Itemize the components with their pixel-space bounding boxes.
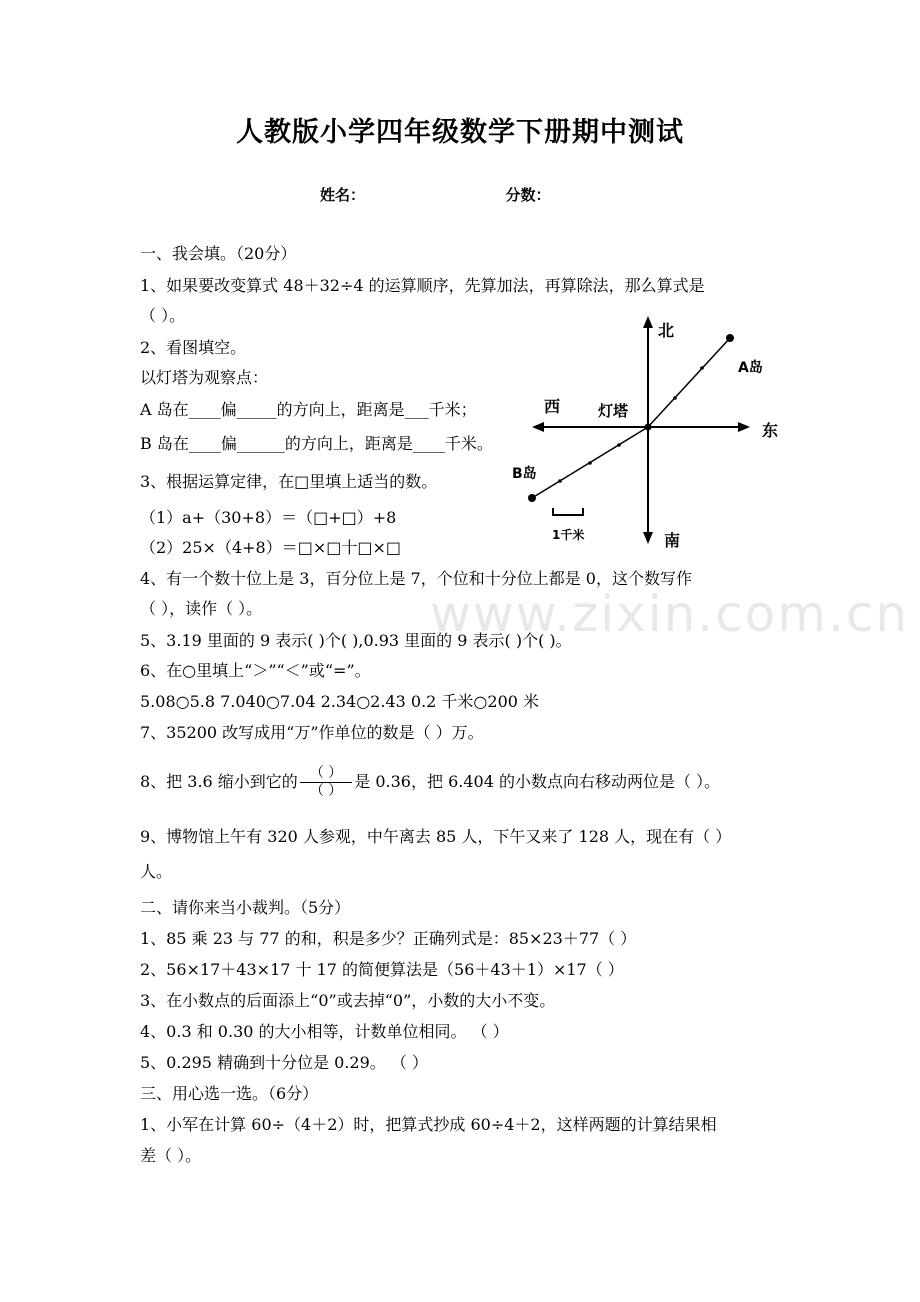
island-b-label: B岛: [512, 466, 537, 482]
section3-heading: 三、用心选一选。（6分）: [140, 1084, 319, 1103]
q8-fraction-denominator: （ ）: [309, 783, 343, 799]
south-label: 南: [664, 531, 681, 550]
north-arrow-icon: [643, 316, 653, 328]
tick-dot: [558, 479, 562, 483]
tick-dot: [617, 443, 621, 447]
q4-answer-blank: （ ），读作（ ）。: [140, 599, 263, 618]
island-b-dot: [528, 494, 536, 502]
q6-items: 5.08○5.8 7.040○7.04 2.34○2.43 0.2 千米○200 米: [140, 692, 540, 711]
tick-dot: [588, 461, 592, 465]
page-title: 人教版小学四年级数学下册期中测试: [236, 117, 684, 148]
island-a-label: A岛: [738, 360, 763, 376]
s3-q1: 1、小军在计算 60÷（4＋2）时，把算式抄成 60÷4＋2，这样两题的计算结果相: [140, 1115, 717, 1134]
q3-item-1: （1）a+（30+8）＝（□+□）+8: [140, 508, 397, 527]
q9-text-cont: 人。: [140, 862, 173, 881]
q8-suffix: 是 0.36，把 6.404 的小数点向右移动两位是（ ）。: [354, 772, 721, 791]
q3-text: 3、根据运算定律，在□里填上适当的数。: [140, 472, 438, 491]
watermark: www.zixin.com.cn: [430, 585, 910, 643]
west-label: 西: [544, 397, 561, 416]
q7-text: 7、35200 改写成用“万”作单位的数是（ ）万。: [140, 723, 484, 742]
scale-bar: [553, 508, 583, 515]
q2-island-a: A 岛在____偏_____的方向上，距离是___千米；: [140, 400, 477, 419]
scale-label: 1千米: [552, 528, 585, 542]
q8-line: [140, 760, 720, 804]
south-arrow-icon: [643, 532, 653, 544]
score-label: 分数：: [505, 186, 551, 204]
section2-heading: 二、请你来当小裁判。（5分）: [140, 898, 351, 917]
lighthouse-dot: [645, 424, 652, 431]
tick-dot: [673, 396, 677, 400]
s3-q1-cont: 差（ ）。: [140, 1146, 202, 1165]
q2-text: 2、看图填空。: [140, 338, 247, 357]
s2-q1: 1、85 乘 23 与 77 的和，积是多少？正确列式是：85×23＋77（ ）: [140, 929, 637, 948]
q8-prefix: 8、把 3.6 缩小到它的: [140, 772, 298, 791]
q1-text: 1、如果要改变算式 48＋32÷4 的运算顺序，先算加法，再算除法，那么算式是: [140, 276, 705, 295]
q6-text: 6、在○里填上“＞”“＜”或“=”。: [140, 661, 371, 680]
north-label: 北: [658, 321, 675, 340]
q5-text: 5、3.19 里面的 9 表示( )个( ),0.93 里面的 9 表示( )个( )。: [140, 631, 572, 650]
tick-dot: [700, 366, 704, 370]
q3-item-2: （2）25×（4+8）＝□×□十□×□: [140, 538, 401, 557]
q8-fraction-numerator: （ ）: [300, 765, 352, 783]
s2-q5: 5、0.295 精确到十分位是 0.29。 （ ）: [140, 1053, 428, 1072]
q4-text: 4、有一个数十位上是 3，百分位上是 7，个位和十分位上都是 0，这个数写作: [140, 569, 692, 588]
q8-fraction: [300, 765, 352, 800]
west-arrow-icon: [532, 422, 544, 432]
s2-q4: 4、0.3 和 0.30 的大小相等，计数单位相同。 （ ）: [140, 1022, 509, 1041]
lighthouse-label: 灯塔: [598, 402, 629, 420]
east-label: 东: [762, 421, 779, 440]
ray-to-island-a: [648, 338, 730, 427]
direction-diagram: [512, 310, 790, 550]
q9-text: 9、博物馆上午有 320 人参观，中午离去 85 人，下午又来了 128 人，现在有（ ）: [140, 827, 732, 846]
island-a-dot: [726, 334, 734, 342]
s2-q3: 3、在小数点的后面添上“0”或去掉“0”，小数的大小不变。: [140, 991, 556, 1010]
s2-q2: 2、56×17＋43×17 十 17 的简便算法是（56＋43＋1）×17（ ）: [140, 960, 624, 979]
q2-island-b: B 岛在____偏______的方向上，距离是____千米。: [140, 434, 493, 453]
name-score-bar: [320, 184, 551, 205]
name-label: 姓名：: [320, 186, 366, 204]
q2-subtitle: 以灯塔为观察点：: [140, 368, 269, 387]
section1-heading: 一、我会填。（20分）: [140, 244, 297, 263]
east-arrow-icon: [738, 422, 750, 432]
q1-answer-blank: （ ）。: [140, 306, 186, 325]
